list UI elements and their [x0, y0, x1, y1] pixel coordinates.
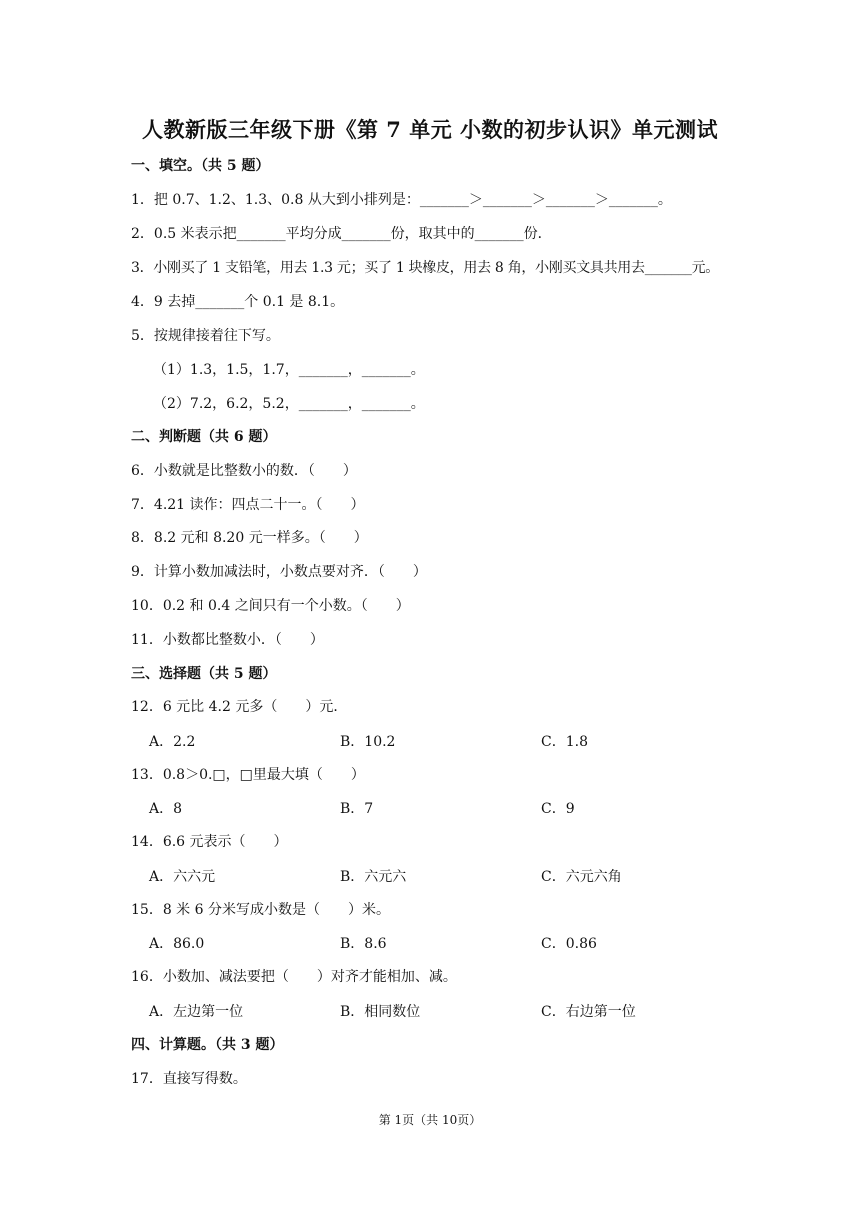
- section-heading-calculation: 四、计算题。（共 3 题）: [131, 1037, 284, 1053]
- q13-option-a: A．8: [149, 801, 183, 817]
- question-3: 3．小刚买了 1 支铅笔，用去 1.3 元；买了 1 块橡皮，用去 8 角，小刚买文具共用去_______元。: [131, 260, 719, 276]
- q14-option-b: B．六元六: [340, 869, 407, 885]
- q12-option-b: B．10.2: [340, 734, 396, 750]
- question-2: 2．0.5 米表示把_______平均分成_______份，取其中的_______份．: [131, 226, 552, 242]
- q15-option-a: A．86.0: [149, 936, 205, 952]
- question-4: 4．9 去掉_______个 0.1 是 8.1。: [131, 294, 345, 310]
- question-11: 11．小数都比整数小．（ ）: [131, 632, 324, 648]
- question-5: 5．按规律接着往下写。: [131, 328, 280, 344]
- q15-option-c: C．0.86: [541, 936, 597, 952]
- question-6: 6．小数就是比整数小的数．（ ）: [131, 463, 357, 479]
- section-heading-true-false: 二、判断题（共 6 题）: [131, 429, 277, 445]
- q16-option-c: C．右边第一位: [541, 1004, 636, 1020]
- question-7: 7．4.21 读作：四点二十一。（ ）: [131, 497, 365, 513]
- q14-option-c: C．六元六角: [541, 869, 622, 885]
- q15-option-b: B．8.6: [340, 936, 387, 952]
- section-heading-fill-in: 一、填空。（共 5 题）: [131, 158, 270, 174]
- section-heading-multiple-choice: 三、选择题（共 5 题）: [131, 666, 277, 682]
- q16-option-a: A．左边第一位: [149, 1004, 244, 1020]
- q12-option-a: A．2.2: [149, 734, 196, 750]
- question-8: 8．8.2 元和 8.20 元一样多。（ ）: [131, 530, 368, 546]
- question-1: 1．把 0.7、1.2、1.3、0.8 从大到小排列是：_______＞_______＞_______＞_______。: [131, 192, 672, 208]
- page-footer: 第 1页（共 10页）: [378, 1113, 482, 1127]
- question-17: 17．直接写得数。: [131, 1071, 247, 1087]
- q12-option-c: C．1.8: [541, 734, 588, 750]
- question-5-part-1: （1）1.3，1.5，1.7，_______，_______。: [153, 362, 425, 378]
- question-13: 13．0.8＞0.□，□里最大填（ ）: [131, 767, 365, 783]
- q13-option-c: C．9: [541, 801, 575, 817]
- question-14: 14．6.6 元表示（ ）: [131, 834, 288, 850]
- question-12: 12．6 元比 4.2 元多（ ）元．: [131, 699, 348, 715]
- page-title: 人教新版三年级下册《第 7 单元 小数的初步认识》单元测试: [141, 117, 719, 142]
- question-15: 15．8 米 6 分米写成小数是（ ）米。: [131, 902, 390, 918]
- q14-option-a: A．六六元: [149, 869, 216, 885]
- question-5-part-2: （2）7.2，6.2，5.2，_______，_______。: [153, 396, 425, 412]
- q16-option-b: B．相同数位: [340, 1004, 421, 1020]
- question-10: 10．0.2 和 0.4 之间只有一个小数。（ ）: [131, 598, 410, 614]
- q13-option-b: B．7: [340, 801, 374, 817]
- question-9: 9．计算小数加减法时，小数点要对齐．（ ）: [131, 564, 427, 580]
- question-16: 16．小数加、减法要把（ ）对齐才能相加、减。: [131, 969, 457, 985]
